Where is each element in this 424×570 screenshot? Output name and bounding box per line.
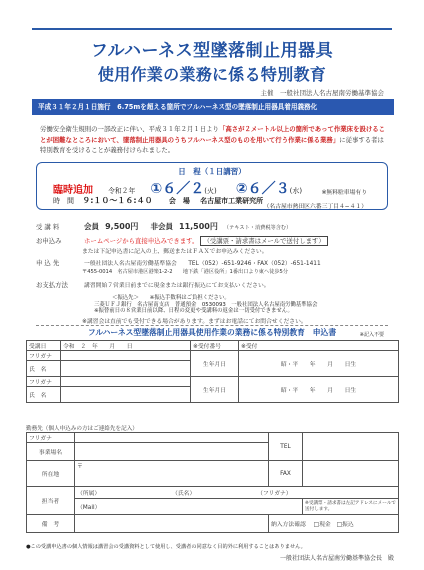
company-furigana-field[interactable] bbox=[75, 433, 269, 443]
venue-name: 名古屋市工業研究所 bbox=[200, 197, 264, 205]
header-top-rule bbox=[32, 28, 392, 30]
table-row bbox=[27, 461, 399, 487]
enforcement-banner: 平成３１年２月１日施行 6.75mを超える箇所でフルハーネス型の墜落制止用器具着用義務化 bbox=[32, 99, 394, 115]
bank-header: ＜振込先＞ ※振込手数料はご負担ください。 bbox=[112, 295, 230, 301]
apply-online-link[interactable]: ホームページから直接申込みできます。 bbox=[84, 237, 199, 245]
date-field[interactable]: 令和 ２ 年 月 日 bbox=[61, 341, 191, 351]
date2: ６／３ bbox=[247, 181, 290, 197]
page-title-line2: 使用作業の業務に係る特別教育 bbox=[97, 65, 327, 84]
time-label: 時 間 bbox=[53, 197, 74, 205]
parking-note: ※無料駐車場有り bbox=[321, 190, 367, 196]
dest-line2: 〒455-0014 名古屋市港区港楽1-2-2 地下鉄「港区役所」1番出口より東へ徒歩5分 bbox=[82, 269, 289, 275]
furigana-label-2: フリガナ bbox=[27, 377, 61, 387]
addressee: 一般社団法人名古屋南労働基準協会長 殿 bbox=[279, 555, 394, 562]
table-row bbox=[27, 377, 399, 387]
date1-dow: (火) bbox=[204, 187, 217, 195]
table-row bbox=[27, 487, 399, 499]
name-field-1[interactable] bbox=[61, 361, 191, 377]
member-fee: 9,500円 bbox=[105, 222, 139, 231]
tel-field[interactable] bbox=[303, 433, 399, 461]
company-section-label: 勤務先（個人申込みの方はご連絡先を記入） bbox=[26, 426, 138, 432]
person-name-label: （氏名） bbox=[172, 491, 196, 497]
intro-emphasis: 「高さが２メートル以上の箇所であって作業床を設けることが困難なところにおいて、墜落制止用器具のうちフルハーネス型のものを用いて行う作業に係る業務」 bbox=[40, 125, 386, 144]
address-field[interactable] bbox=[75, 461, 269, 487]
urgent-label: 臨時追加 bbox=[53, 185, 93, 196]
bank-line: 三菱ＵＦＪ銀行 名古屋南支店 普通預金 0530093 一般社団法人名古屋南労働基準協会 bbox=[94, 301, 318, 308]
organizer: 主催 一般社団法人名古屋南労働基準協会 bbox=[260, 89, 384, 97]
company-furigana-label: フリガナ bbox=[27, 433, 75, 443]
company-name-field[interactable] bbox=[75, 443, 269, 461]
company-name-label: 事業場名 bbox=[27, 443, 75, 461]
date1-num: ① bbox=[150, 181, 163, 197]
birth-label-1: 生年月日 bbox=[191, 351, 239, 377]
time-value: ９:１０～１６:４０ bbox=[82, 196, 153, 205]
mail-note: ※受講票・請求書は左記アドレスにメールで送付します。 bbox=[303, 499, 399, 515]
cut-line bbox=[36, 325, 388, 326]
dept-label: （所属） bbox=[77, 491, 101, 497]
birth-label-2: 生年月日 bbox=[191, 377, 239, 403]
pay-label: お支払方法 bbox=[36, 281, 68, 289]
ack-transfer[interactable]: □振込 bbox=[336, 522, 354, 528]
company-table bbox=[26, 432, 399, 533]
name-label-2: 氏 名 bbox=[27, 387, 61, 403]
dest-label: 申 込 先 bbox=[36, 259, 60, 267]
fee-row bbox=[36, 221, 291, 232]
name-field-2[interactable] bbox=[61, 387, 191, 403]
postal-mark: 〒 bbox=[77, 464, 83, 470]
table-row bbox=[27, 341, 399, 351]
paid-label: ※受付 bbox=[239, 341, 399, 351]
table-row bbox=[27, 433, 399, 443]
schedule-time-venue bbox=[53, 195, 263, 206]
attendee-table bbox=[26, 340, 399, 403]
pay-row bbox=[36, 280, 270, 289]
remarks-field[interactable] bbox=[75, 515, 269, 533]
privacy-note: ●この受講申込書の個人情報は講習会の受講資料として使用し、受講者の同意なく目的外に利用することはありません。 bbox=[26, 544, 306, 550]
name-label-1: 氏 名 bbox=[27, 361, 61, 377]
mail-label: （Mail） bbox=[77, 505, 101, 511]
bank-note: ※振替前日の８営業日前以降、日程の変更や受講料の返金は一切受付できません。 bbox=[94, 308, 293, 314]
ack-label: 納入方法確認 bbox=[271, 522, 306, 528]
mail-field[interactable] bbox=[75, 499, 303, 515]
person-furigana-label: （フリガナ） bbox=[257, 491, 292, 497]
schedule-title: 日 程（１日講習） bbox=[178, 167, 246, 176]
ack-cell bbox=[269, 515, 399, 533]
apply-sub: または下記申込書に記入の上、郵送またはＦＡＸでお申込みください。 bbox=[82, 249, 268, 255]
era-label: 令和２年 bbox=[108, 187, 136, 195]
walkin-note: ※講習会は直前でも受付できる場合があります。まずはお電話にてお問合せください。 bbox=[82, 319, 307, 325]
ack-cash[interactable]: □現金 bbox=[313, 522, 331, 528]
date1: ６／２ bbox=[162, 181, 205, 197]
venue-label: 会 場 bbox=[168, 197, 190, 205]
birth-field-2[interactable]: 昭・平 年 月 日生 bbox=[239, 377, 399, 403]
apply-note-box: （受講票・請求書はメールで送付します） bbox=[200, 236, 327, 246]
date2-num: ② bbox=[235, 181, 248, 197]
dest-row bbox=[36, 258, 321, 267]
apply-label: お申込み bbox=[36, 237, 62, 245]
contact-label: 担当者 bbox=[27, 487, 75, 515]
nonmember-label: 非会員 bbox=[150, 222, 173, 231]
furigana-field-1[interactable] bbox=[61, 351, 191, 361]
address-label: 所在地 bbox=[27, 461, 75, 487]
contact-person-field[interactable] bbox=[75, 487, 399, 499]
fax-field[interactable] bbox=[303, 461, 399, 487]
venue-address: （名古屋市熱田区六番三丁目４−４１） bbox=[263, 204, 367, 210]
pay-text: 講習開始７営業日前までに現金または銀行振込にてお支払いください。 bbox=[84, 283, 270, 289]
date-label: 受講日 bbox=[27, 341, 61, 351]
furigana-label-1: フリガナ bbox=[27, 351, 61, 361]
page-title-line1: フルハーネス型墜落制止用器具 bbox=[90, 41, 334, 61]
furigana-field-2[interactable] bbox=[61, 377, 191, 387]
apply-row bbox=[36, 236, 328, 245]
receipt-label: ※受付番号 bbox=[191, 341, 239, 351]
remarks-label: 備 考 bbox=[27, 515, 75, 533]
schedule-box bbox=[36, 162, 388, 210]
table-row bbox=[27, 351, 399, 361]
fee-note: （テキスト・消費税等含む） bbox=[223, 225, 292, 231]
tel-label: TEL bbox=[269, 433, 303, 461]
nonmember-fee: 11,500円 bbox=[179, 222, 218, 231]
form-note: ※記入不要 bbox=[359, 332, 384, 338]
intro-part3: に従事する者は特別教育を受けることが義務付けられました。 bbox=[40, 135, 384, 154]
intro-part1: 労働安全衛生規則の一部改正に伴い、平成３１年２月１日より bbox=[40, 125, 219, 133]
member-label: 会員 bbox=[84, 222, 100, 231]
dest-line1: 一般社団法人名古屋南労働基準協会 TEL（052）-651-9246・FAX（052）-651-1411 bbox=[84, 261, 321, 267]
fax-label: FAX bbox=[269, 461, 303, 487]
date2-dow: (水) bbox=[289, 187, 303, 195]
table-row bbox=[27, 499, 399, 515]
form-title: フルハーネス型墜落制止用器具使用作業の業務に係る特別教育 申込書 bbox=[87, 328, 337, 337]
fee-label: 受 講 料 bbox=[36, 223, 60, 231]
birth-field-1[interactable]: 昭・平 年 月 日生 bbox=[239, 351, 399, 377]
intro-text bbox=[40, 124, 388, 156]
bank-info bbox=[84, 295, 380, 313]
table-row bbox=[27, 515, 399, 533]
